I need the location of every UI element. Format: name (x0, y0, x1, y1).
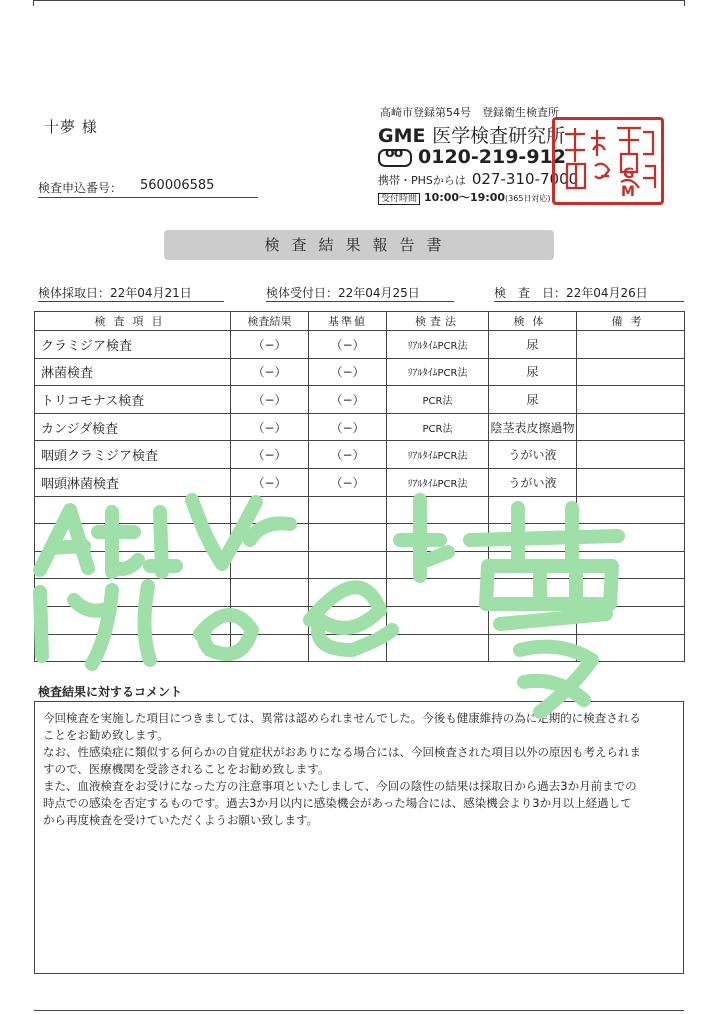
table-row (35, 331, 685, 359)
cell-item (35, 606, 231, 634)
cell-reference: （−） (309, 441, 387, 469)
table-row (35, 551, 685, 579)
cell-method (387, 579, 489, 607)
cell-notes (577, 468, 685, 496)
cell-reference: （−） (309, 413, 387, 441)
received-date: 検体受付日：22年04月25日 (266, 284, 454, 302)
cell-specimen (489, 496, 577, 524)
table-header-row (35, 312, 685, 331)
hours-value: 10:00〜19:00 (424, 191, 506, 204)
cell-reference (309, 496, 387, 524)
comment-label: 検査結果に対するコメント (38, 685, 183, 699)
svg-text:G: G (623, 166, 635, 182)
collection-date: 検体採取日：22年04月21日 (38, 284, 224, 302)
lab-phone-number: 0120-219-912 (418, 146, 566, 168)
cell-item: カンジダ検査 (35, 413, 231, 441)
cell-item (35, 524, 231, 552)
table-row (35, 606, 685, 634)
cell-method (387, 524, 489, 552)
cell-specimen (489, 606, 577, 634)
cell-reference: （−） (309, 331, 387, 359)
table-row (35, 386, 685, 414)
cell-specimen (489, 634, 577, 662)
lab-phone (378, 146, 566, 168)
freedial-icon (378, 149, 412, 167)
cell-method (387, 551, 489, 579)
table-row (35, 413, 685, 441)
cell-notes (577, 579, 685, 607)
cell-result (231, 524, 309, 552)
cell-item (35, 551, 231, 579)
cell-result (231, 551, 309, 579)
cell-item: 咽頭淋菌検査 (35, 468, 231, 496)
cell-method (387, 606, 489, 634)
cell-reference (309, 551, 387, 579)
hours-label: 受付時間 (378, 193, 420, 205)
lab-registration: 高崎市登録第54号 登録衛生検査所 (380, 106, 559, 119)
cell-result: （−） (231, 468, 309, 496)
cell-specimen: 尿 (489, 358, 577, 386)
patient-name: 十夢 様 (44, 118, 98, 136)
cell-result (231, 496, 309, 524)
cell-method: PCR法 (387, 386, 489, 414)
top-border (34, 0, 684, 1)
application-number-label: 検査申込番号： (38, 181, 123, 195)
cell-notes (577, 524, 685, 552)
application-number-field (38, 177, 258, 198)
cell-method: ﾘｱﾙﾀｲﾑPCR法 (387, 441, 489, 469)
col-header-method: 検査法 (387, 312, 489, 331)
cell-reference (309, 524, 387, 552)
border-tick (33, 0, 34, 6)
lab-hours (378, 189, 551, 205)
comment-text: 今回検査を実施した項目につきましては、異常は認められませんでした。今後も健康維持の為に定期的に検査される ことをお勧め致します。 なお、性感染症に類似する何らかの自覚症状がおありになる場合には、今回検査された項目以外の原因も考えられま すので、医療機関を受診されることをお勧め致します。 また、血液検査をお受けになった方の注意事項といたしまして、今回の陰性の結果は採取日から過去3か月前までの 時点での感染を否定するものです。過去3か月以内に感染機会があった場合には、感染機会より3か月以上経過して から再度検査を受けていただくようお願い致します。 (43, 711, 641, 827)
results-table (34, 311, 685, 662)
cell-result (231, 634, 309, 662)
cell-method: PCR法 (387, 413, 489, 441)
table-row (35, 524, 685, 552)
cell-notes (577, 551, 685, 579)
cell-notes (577, 496, 685, 524)
company-seal (552, 117, 664, 205)
table-row (35, 634, 685, 662)
cell-item (35, 496, 231, 524)
cell-specimen: うがい液 (489, 441, 577, 469)
cell-notes (577, 413, 685, 441)
cell-result: （−） (231, 358, 309, 386)
cell-specimen (489, 551, 577, 579)
document-title: 検査結果報告書 (164, 230, 554, 260)
cell-specimen: 尿 (489, 331, 577, 359)
cell-item: クラミジア検査 (35, 331, 231, 359)
lab-name (378, 121, 565, 148)
cell-result: （−） (231, 413, 309, 441)
lab-mobile-number: 027-310-7000 (471, 170, 579, 188)
cell-specimen (489, 579, 577, 607)
cell-method (387, 496, 489, 524)
border-tick (684, 0, 685, 6)
lab-brand: GME (378, 125, 426, 147)
cell-specimen: うがい液 (489, 468, 577, 496)
lab-mobile-phone (378, 170, 578, 188)
cell-item: トリコモナス検査 (35, 386, 231, 414)
cell-method (387, 634, 489, 662)
application-number-value: 560006585 (140, 178, 215, 193)
col-header-notes: 備考 (577, 312, 685, 331)
cell-notes (577, 606, 685, 634)
cell-reference: （−） (309, 468, 387, 496)
svg-text:M: M (621, 184, 635, 200)
cell-method: ﾘｱﾙﾀｲﾑPCR法 (387, 358, 489, 386)
lab-name-text: 医学検査研究所 (432, 125, 566, 147)
lab-mobile-label: 携帯・PHSからは (378, 174, 466, 187)
cell-notes (577, 358, 685, 386)
col-header-specimen: 検体 (489, 312, 577, 331)
cell-reference: （−） (309, 386, 387, 414)
cell-result: （−） (231, 386, 309, 414)
cell-specimen (489, 524, 577, 552)
cell-reference (309, 579, 387, 607)
comment-box (34, 701, 684, 974)
cell-result (231, 579, 309, 607)
table-row (35, 579, 685, 607)
cell-specimen: 陰茎表皮擦過物 (489, 413, 577, 441)
cell-result: （−） (231, 331, 309, 359)
cell-reference (309, 634, 387, 662)
col-header-result: 検査結果 (231, 312, 309, 331)
bottom-border (34, 1010, 684, 1011)
cell-item: 咽頭クラミジア検査 (35, 441, 231, 469)
cell-notes (577, 331, 685, 359)
cell-reference: （−） (309, 358, 387, 386)
cell-result (231, 606, 309, 634)
table-row (35, 496, 685, 524)
cell-method: ﾘｱﾙﾀｲﾑPCR法 (387, 331, 489, 359)
table-row (35, 441, 685, 469)
col-header-item: 検査項目 (35, 312, 231, 331)
table-row (35, 468, 685, 496)
cell-method: ﾘｱﾙﾀｲﾑPCR法 (387, 468, 489, 496)
seal-graphic (555, 120, 661, 202)
cell-item (35, 579, 231, 607)
cell-item (35, 634, 231, 662)
cell-item: 淋菌検査 (35, 358, 231, 386)
test-date: 検 査 日：22年04月26日 (494, 284, 684, 302)
table-row (35, 358, 685, 386)
cell-reference (309, 606, 387, 634)
cell-notes (577, 634, 685, 662)
cell-notes (577, 386, 685, 414)
col-header-reference: 基準値 (309, 312, 387, 331)
cell-result: （−） (231, 441, 309, 469)
hours-note: (365日対応) (505, 194, 551, 203)
cell-specimen: 尿 (489, 386, 577, 414)
cell-notes (577, 441, 685, 469)
